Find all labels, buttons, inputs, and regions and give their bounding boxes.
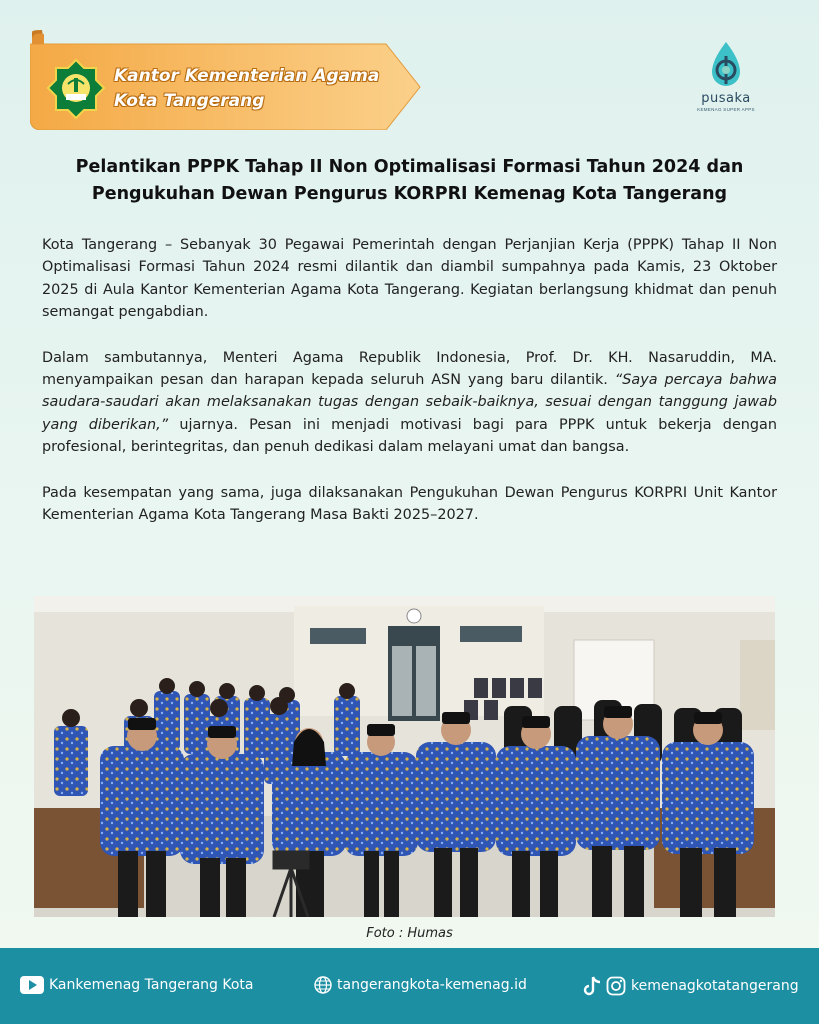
paragraph-2-rest: ujarnya. Pesan ini menjadi motivasi bagi para PPPK untuk bekerja dengan profesional, berintegritas, dan penuh dedikasi dalam melayani umat dan bangsa. <box>42 416 777 456</box>
tiktok-icon <box>583 976 601 996</box>
event-photo <box>34 596 775 917</box>
photo-caption: Foto : Humas <box>366 926 453 941</box>
article-title <box>40 154 779 208</box>
social-link[interactable] <box>583 976 799 996</box>
social-handle: kemenagkotatangerang <box>631 978 799 994</box>
article-body <box>42 234 777 549</box>
title-line-2: Pengukuhan Dewan Pengurus KORPRI Kemenag Kota Tangerang <box>91 184 728 204</box>
org-line-2: Kota Tangerang <box>114 91 265 111</box>
footer-bar <box>0 948 819 1024</box>
pusaka-logo-icon <box>706 40 746 90</box>
org-line-1: Kantor Kementerian Agama <box>114 66 380 86</box>
youtube-link[interactable] <box>20 976 254 994</box>
instagram-icon <box>606 976 626 996</box>
paragraph-3: Pada kesempatan yang sama, juga dilaksanakan Pengukuhan Dewan Pengurus KORPRI Unit Kantor Kementerian Agama Kota Tangerang Masa Bakti 2025–2027. <box>42 484 777 524</box>
paragraph-1: Kota Tangerang – Sebanyak 30 Pegawai Pemerintah dengan Perjanjian Kerja (PPPK) Tahap II Non Optimalisasi Formasi Tahun 2024 resmi dilantik dan diambil sumpahnya pada Kamis, 23 Oktober 2025 di Aula Kantor Kementerian Agama Kota Tangerang. Kegiatan berlangsung khidmat dan penuh semangat pengabdian. <box>42 237 777 321</box>
pusaka-wordmark: pusaka <box>701 91 751 106</box>
website-link[interactable] <box>314 976 527 994</box>
website-url: tangerangkota-kemenag.id <box>337 977 527 993</box>
paragraph-2-intro: Dalam sambutannya, Menteri Agama Republik Indonesia, Prof. Dr. KH. Nasaruddin, MA. menyampaikan pesan dan harapan kepada seluruh ASN yang baru dilantik. <box>42 349 777 389</box>
paragraph-2 <box>42 347 777 459</box>
pusaka-tagline: KEMENAG SUPER APPS <box>697 107 755 112</box>
title-line-1: Pelantikan PPPK Tahap II Non Optimalisasi Formasi Tahun 2024 dan <box>75 157 744 177</box>
youtube-channel-name: Kankemenag Tangerang Kota <box>49 977 254 993</box>
pusaka-logo <box>690 40 762 122</box>
globe-icon <box>314 976 332 994</box>
header-banner <box>30 30 422 130</box>
youtube-icon <box>20 976 44 994</box>
minister-quote: “Saya percaya bahwa saudara-saudari akan melaksanakan tugas dengan sebaik-baiknya, sesuai dengan tanggung jawab yang diberikan,” <box>42 372 777 433</box>
kemenag-logo <box>44 58 108 122</box>
organization-name <box>114 64 379 114</box>
